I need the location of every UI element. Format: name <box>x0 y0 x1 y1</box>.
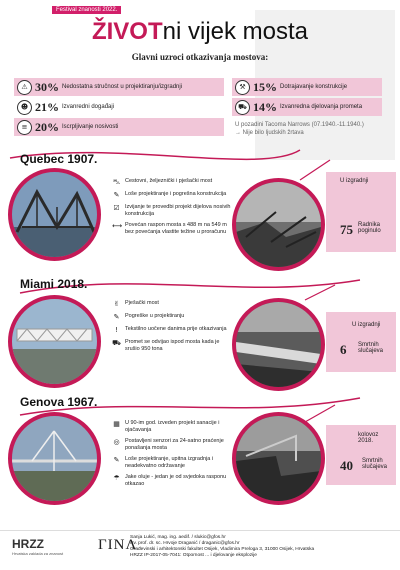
walk-icon: ✌ <box>113 300 120 308</box>
fact-item <box>112 313 232 322</box>
miami-collapse-photo <box>232 298 325 391</box>
genova-casualties-label: Smrtnih slučajeva <box>362 458 388 470</box>
fact-text: Tekstilno uočene danima prije otkazivanja <box>125 326 227 332</box>
bars-icon: ≡ <box>17 120 32 135</box>
fact-item <box>112 420 232 434</box>
person-icon: ☻ <box>17 100 32 115</box>
quebec-casualties-label: Radnika poginulo <box>358 222 381 234</box>
miami-casualties: 6 <box>340 342 347 357</box>
fact-text: Izvijanje te provedbi projekt dijelova nosivih konstrukcija <box>125 204 231 217</box>
genova-facts <box>112 420 232 492</box>
drawing-icon: ✎ <box>113 191 120 199</box>
hrzz-logo-text: HRZZ <box>12 537 44 551</box>
span-icon: ⟷ <box>112 222 123 230</box>
quebec-bridge-photo <box>8 168 101 261</box>
background-note <box>235 121 364 137</box>
fact-text: Loše projektiranje, upitna izgradnja i neadekvatno održavanje <box>125 456 214 469</box>
stat-percent: 30% <box>35 79 59 94</box>
genova-bridge-photo <box>8 412 101 505</box>
stat-row <box>14 78 224 96</box>
genova-casualties: 40 <box>340 458 353 473</box>
page-subtitle: Glavni uzroci otkazivanja mostova: <box>131 52 269 62</box>
section-title-quebec: Quebec 1907. <box>20 152 98 166</box>
genova-count <box>340 458 353 474</box>
section-title-genova: Genova 1967. <box>20 395 98 409</box>
section-title-miami: Miami 2018. <box>20 277 88 291</box>
design-icon: ✎ <box>113 313 120 321</box>
stat-row <box>14 98 224 116</box>
faculty-logo: ΓΙΝΛ <box>98 537 138 553</box>
warning-icon: ⚠ <box>17 80 32 95</box>
author-line: izv. prof. dr. sc. Hrvoje Draganić / draganic@gfos.hr <box>130 541 240 546</box>
fact-text: Jake oluje - jedan je od svjedoka rasponu otkazao <box>125 474 227 487</box>
fact-item <box>112 222 232 236</box>
hrzz-logo-subtitle: Hrvatska zaklada za znanost <box>12 551 64 556</box>
design-icon: ✎ <box>113 456 120 464</box>
quebec-casualties: 75 <box>340 222 353 237</box>
sensor-icon: ◎ <box>113 438 120 446</box>
stat-percent: 20% <box>35 119 59 134</box>
pedestrian-bridge-illustration <box>12 299 97 384</box>
miami-status: U izgradnji <box>352 322 381 328</box>
fact-text: Promet se odvijao ispod mosta kada je srušio 950 tona <box>125 339 220 352</box>
fact-text: Pješački most <box>125 300 159 306</box>
fact-text: Loše projektiranje i pogrešna konstrukcija <box>125 191 227 197</box>
project-line: HRZZ IP-2017-05-7041: Otpornost ... i djelovanje eksplozije <box>130 553 257 558</box>
fact-item <box>112 300 232 309</box>
stat-percent: 15% <box>253 79 277 94</box>
quebec-count <box>340 222 353 238</box>
stat-percent: 21% <box>35 99 59 114</box>
fact-text: Povećan raspon mosta s 488 m na 549 m bez povećanja vlastite težine u proračunu <box>125 222 227 235</box>
stat-text: Izvanredni događaji <box>62 104 115 110</box>
rain-icon: ☂ <box>113 474 120 482</box>
car-icon: ⛟ <box>112 339 121 347</box>
fact-item <box>112 178 232 187</box>
genova-status: kolovoz 2018. <box>358 432 379 444</box>
bridge-truss-illustration <box>12 172 97 257</box>
stat-text: Izvanredna djelovanja prometa <box>280 104 363 110</box>
fact-item <box>112 474 232 488</box>
hrzz-logo <box>12 537 63 556</box>
note-line: U pozadini Tacoma Narrows (07.1940.-11.1940.) <box>235 122 364 128</box>
quebec-collapse-photo <box>232 178 325 271</box>
car-icon: ⛟ <box>235 100 250 115</box>
quebec-stat-card <box>326 172 396 252</box>
miami-facts <box>112 300 232 357</box>
fact-text: Pogreške u projektiranju <box>125 313 185 319</box>
quebec-facts <box>112 178 232 240</box>
collapse-debris-illustration <box>236 416 321 501</box>
stat-text: Dotrajavanje konstrukcije <box>280 84 348 90</box>
fact-item <box>112 204 232 218</box>
title-rest: ni vijek mosta <box>162 18 309 45</box>
stat-row <box>14 118 224 136</box>
note-line: → Nije bilo ljudskih žrtava <box>235 130 304 136</box>
stat-text: Iscrpljivanje nosivosti <box>62 124 119 130</box>
fact-item <box>112 191 232 200</box>
miami-count <box>340 342 347 358</box>
affiliation-line: Građevinski i arhitektonski fakultet Osijek, Vladimira Preloga 3, 31000 Osijek, Hrvatska <box>130 547 315 552</box>
footer-credits <box>130 535 314 559</box>
stat-percent: 14% <box>253 99 277 114</box>
fact-item <box>112 339 232 353</box>
author-line: Sanja Lukić, mag. ing. aedif. / slukic@gfos.hr <box>130 535 226 540</box>
stat-row <box>232 98 382 116</box>
tram-icon: ⛍ <box>112 178 121 186</box>
miami-bridge-photo <box>8 295 101 388</box>
fact-text: Cestovni, željeznički i pješački most <box>125 178 213 184</box>
alert-icon: ! <box>115 326 118 334</box>
quebec-status: U izgradnji <box>340 178 369 184</box>
hammer-icon: ⚒ <box>235 80 250 95</box>
check-icon: ☑ <box>113 204 120 212</box>
fact-text: Postavljeni senzori za 24-satno praćenje ponašanja mosta <box>125 438 224 451</box>
stat-row <box>232 78 382 96</box>
miami-casualties-label: Smrtnih slučajeva <box>358 342 384 354</box>
collapse-debris-illustration <box>236 182 321 267</box>
festival-tag: Festival znanosti 2022. <box>52 6 121 14</box>
stat-text: Nedostatna stručnost u projektiranju/izgradnji <box>62 84 183 90</box>
footer <box>0 530 400 570</box>
fact-text: U 90-im god. izveden projekt sanacije i ojačavanja <box>125 420 220 433</box>
cable-stayed-bridge-illustration <box>12 416 97 501</box>
fact-item <box>112 326 232 335</box>
calendar-icon: ▦ <box>113 420 120 428</box>
page-title <box>0 18 400 46</box>
title-highlight: ŽIVOT <box>91 18 163 45</box>
collapse-debris-illustration <box>236 302 321 387</box>
fact-item <box>112 456 232 470</box>
genova-collapse-photo <box>232 412 325 505</box>
fact-item <box>112 438 232 452</box>
